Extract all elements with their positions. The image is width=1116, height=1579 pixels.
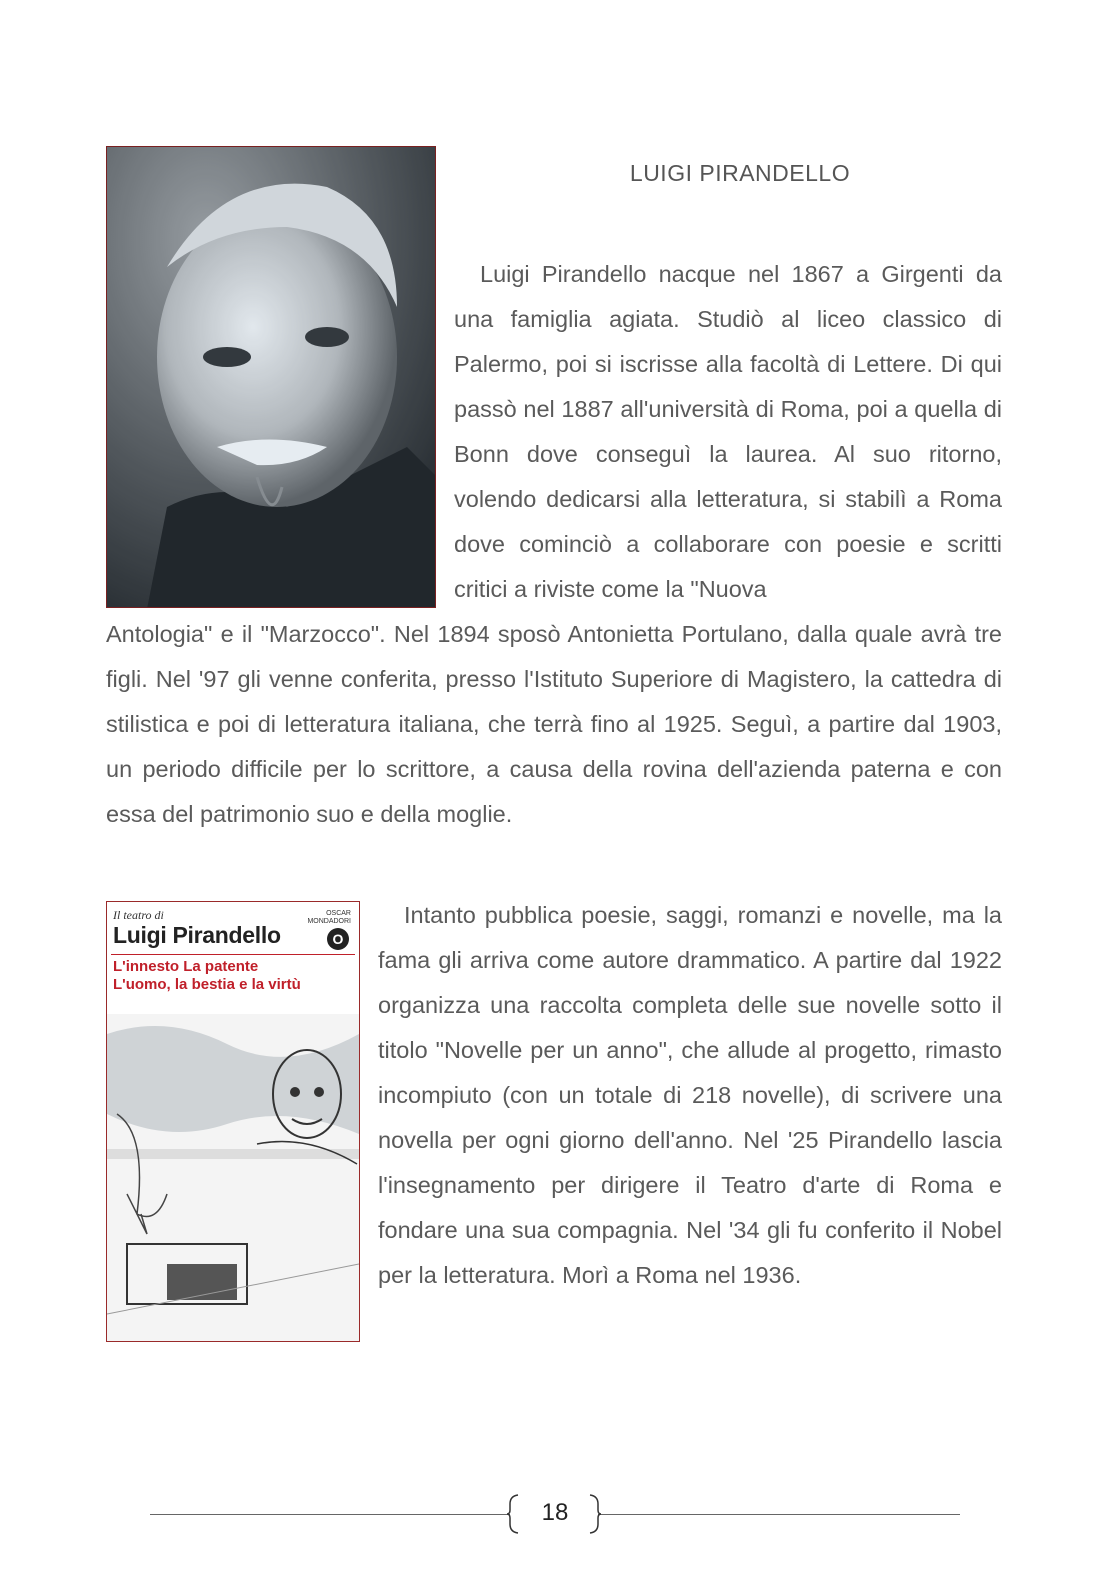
cover-publisher bbox=[307, 910, 351, 926]
cover-series: Il teatro di bbox=[113, 908, 164, 922]
paragraph-1-wrapped: Luigi Pirandello nacque nel 1867 a Girgenti da una famiglia agiata. Studiò al liceo classico di Palermo, poi si iscrisse alla facoltà di Lettere. Di qui passò nel 1887 all'università di Roma, poi a quella di Bonn dove conseguì la laurea. Al suo ritorno, volendo dedicarsi alla letteratura, si stabilì a Roma dove cominciò a collaborare con poesie e scritti critici a riviste come la "Nuova bbox=[454, 261, 1002, 602]
cover-divider bbox=[111, 954, 355, 955]
page-number: 18 bbox=[541, 1499, 569, 1526]
cover-titles-line1: L'innesto La patente bbox=[113, 958, 259, 975]
portrait-image bbox=[107, 147, 436, 608]
right-brace-icon bbox=[588, 1494, 602, 1534]
cover-illustration bbox=[107, 1014, 359, 1341]
paragraph-2: Intanto pubblica poesie, saggi, romanzi e novelle, ma la fama gli arriva come autore drammatico. A partire dal 1922 organizza una raccolta completa delle sue novelle sotto il titolo "Novelle per un anno", che allude al progetto, rimasto incompiuto (con un totale di 218 novelle), di scrivere una novella per ogni giorno dell'anno. Nel '25 Pirandello lascia l'insegnamento per dirigere il Teatro d'arte di Roma e fondare una sua compagnia. Nel '34 gli fu conferito il Nobel per la letteratura. Morì a Roma nel 1936. bbox=[378, 902, 1002, 1288]
page-title: LUIGI PIRANDELLO bbox=[629, 160, 851, 186]
book-cover bbox=[106, 901, 360, 1342]
cover-publisher-line1: OSCAR bbox=[326, 910, 351, 917]
cover-titles-line2: L'uomo, la bestia e la virtù bbox=[113, 976, 301, 993]
cover-author: Luigi Pirandello bbox=[113, 922, 281, 948]
oscar-logo-icon: O bbox=[327, 928, 349, 950]
footer-rule-right bbox=[598, 1514, 960, 1515]
footer-rule-left bbox=[150, 1514, 510, 1515]
cover-publisher-line2: MONDADORI bbox=[307, 918, 351, 925]
left-brace-icon bbox=[506, 1494, 520, 1534]
portrait-photo bbox=[106, 146, 436, 608]
paragraph-1-full-width: Antologia" e il "Marzocco". Nel 1894 sposò Antonietta Portulano, dalla quale avrà tre figli. Nel '97 gli venne conferita, presso l'Istituto Superiore di Magistero, la cattedra di stilistica e poi di letteratura italiana, che terrà fino al 1925. Seguì, a partire dal 1903, un periodo difficile per lo scrittore, a causa della rovina dell'azienda paterna e con essa del patrimonio suo e della moglie. bbox=[106, 621, 1002, 827]
